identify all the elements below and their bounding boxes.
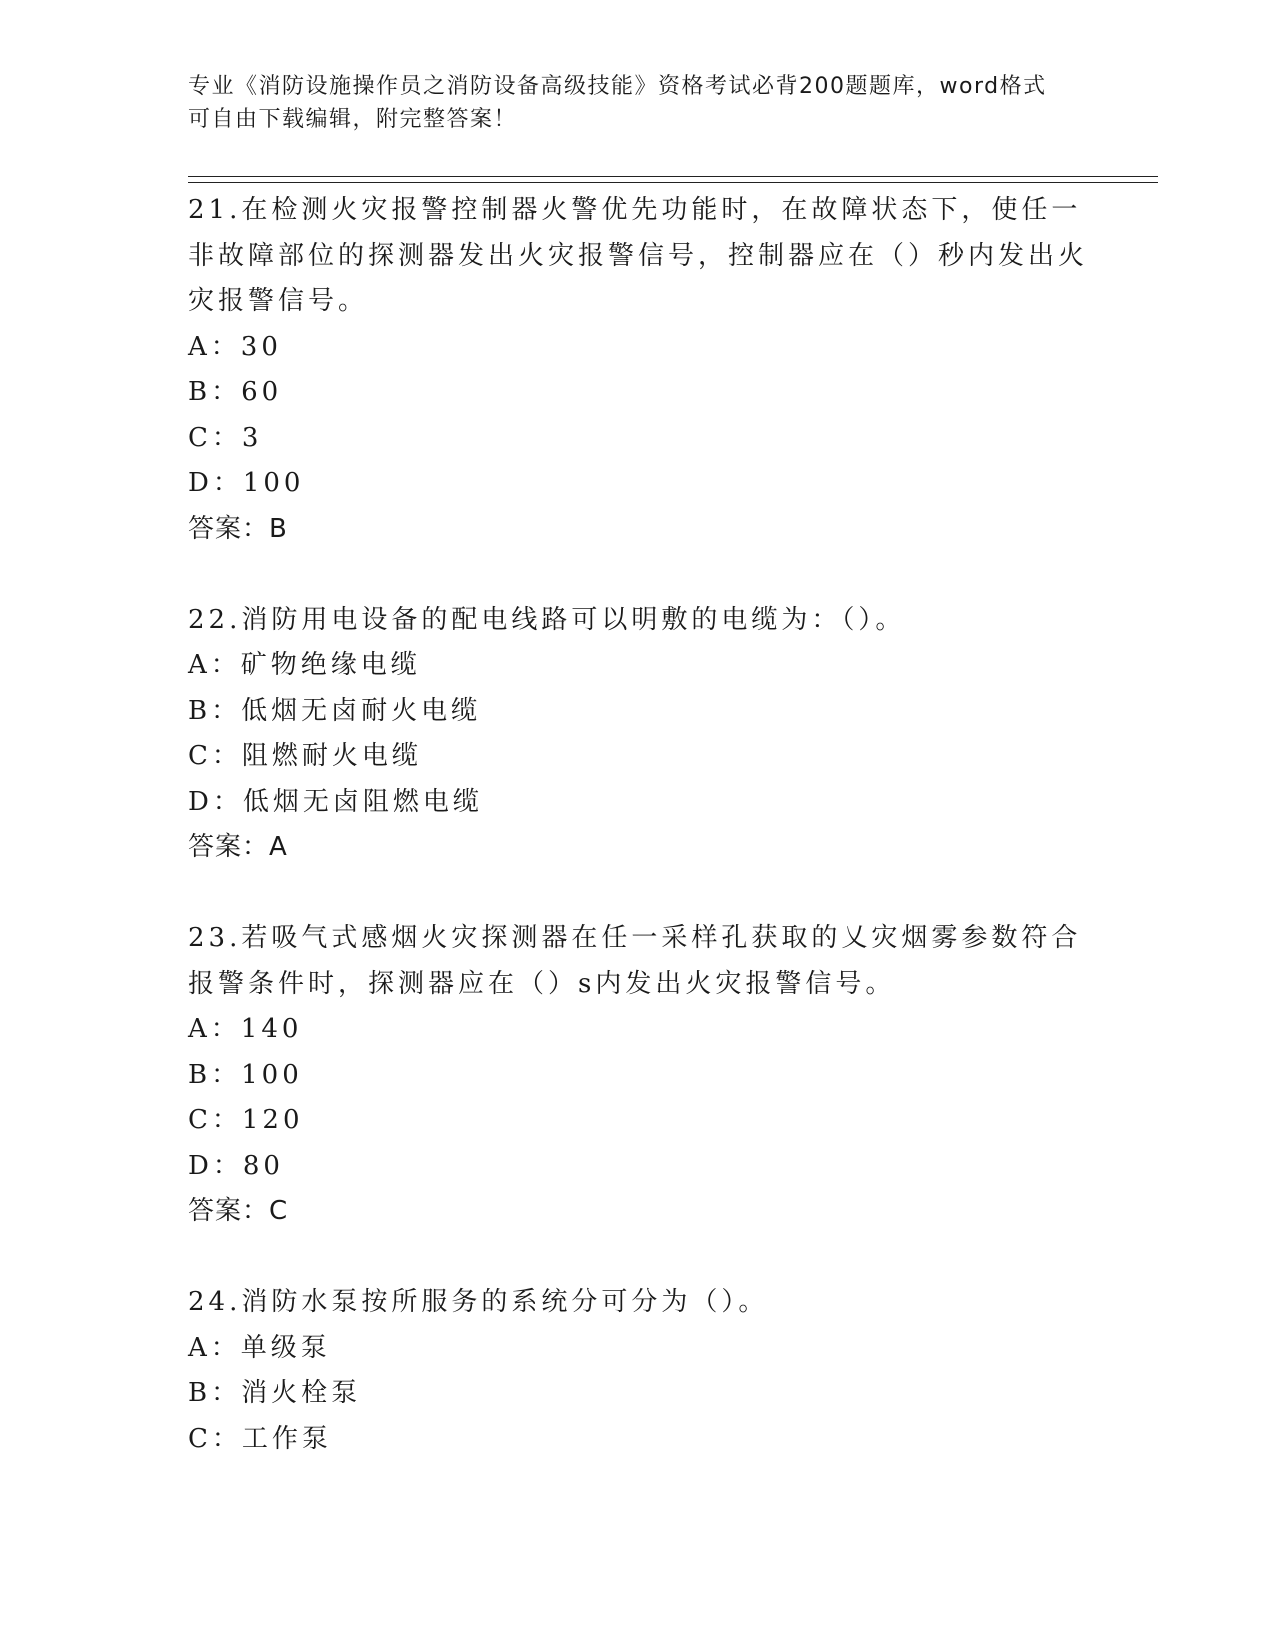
question-list — [188, 188, 1088, 1462]
document-header: 专业《消防设施操作员之消防设备高级技能》资格考试必背200题题库，word格式可自由下载编辑，附完整答案！ — [188, 74, 1047, 132]
option-b: B：低烟无卤耐火电缆 — [188, 695, 482, 726]
question-21 — [188, 188, 1088, 552]
option-c: C：120 — [188, 1105, 304, 1135]
option-c: C：3 — [188, 422, 263, 453]
option-c: C：工作泵 — [188, 1423, 332, 1454]
answer-label: 答案：A — [188, 832, 288, 862]
option-a: A：140 — [188, 1014, 303, 1044]
question-24 — [188, 1280, 1088, 1462]
question-stem: 21.在检测火灾报警控制器火警优先功能时，在故障状态下，使任一非故障部位的探测器发出火灾报警信号，控制器应在（）秒内发出火灾报警信号。 — [188, 195, 1089, 316]
option-a: A：单级泵 — [188, 1332, 331, 1363]
option-a: A：矿物绝缘电缆 — [188, 650, 421, 680]
option-b: B：消火栓泵 — [188, 1378, 362, 1408]
option-d: D：100 — [188, 468, 305, 498]
option-d: D：低烟无卤阻燃电缆 — [188, 786, 483, 817]
header-divider-bottom — [188, 182, 1158, 183]
question-stem: 24.消防水泵按所服务的系统分可分为（）。 — [188, 1287, 769, 1317]
question-spacer — [188, 1235, 1088, 1281]
header-divider-top — [188, 176, 1158, 177]
question-23 — [188, 916, 1088, 1235]
option-a: A：30 — [188, 331, 282, 362]
question-spacer — [188, 552, 1088, 598]
question-22 — [188, 598, 1088, 871]
option-d: D：80 — [188, 1150, 284, 1181]
answer-label: 答案：C — [188, 1196, 289, 1226]
question-spacer — [188, 871, 1088, 917]
question-stem: 22.消防用电设备的配电线路可以明敷的电缆为：（）。 — [188, 604, 906, 635]
option-b: B：60 — [188, 377, 283, 407]
option-c: C：阻燃耐火电缆 — [188, 741, 422, 771]
option-b: B：100 — [188, 1059, 303, 1090]
answer-label: 答案：B — [188, 513, 288, 544]
question-stem: 23.若吸气式感烟火灾探测器在任一采样孔获取的乂灾烟雾参数符合报警条件时，探测器应在（）s内发出火灾报警信号。 — [188, 923, 1082, 999]
